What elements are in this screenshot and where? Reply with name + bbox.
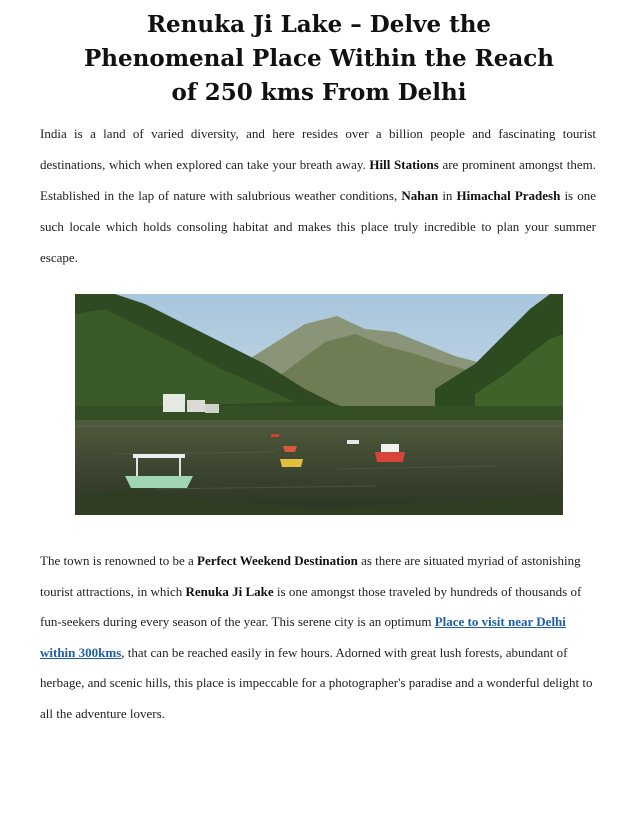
body-text-2: as there are situated myriad of astonishing tourist attractions, in which — [40, 553, 581, 599]
intro-text-2: are prominent amongst them. Established in the lap of nature with salubrious weather conditions, — [40, 157, 596, 203]
body-bold-weekend: Perfect Weekend Destination — [197, 553, 358, 568]
title-line-2: Phenomenal Place Within the Reach — [84, 45, 554, 72]
title-line-1: Renuka Ji Lake – Delve the — [146, 11, 492, 38]
intro-bold-nahan: Nahan — [401, 188, 439, 203]
title-line-3: of 250 kms From Delhi — [171, 79, 467, 106]
intro-text-4: is one such locale which holds consoling habitat and makes this place truly incredible to plan your summer escape. — [40, 188, 596, 265]
lake-photo — [75, 294, 563, 515]
delhi-places-link[interactable]: Place to visit near Delhi within 300kms — [40, 614, 566, 660]
intro-text-3: in — [438, 188, 457, 203]
body-paragraph — [40, 546, 596, 729]
body-text-1: The town is renowned to be a — [40, 553, 198, 568]
intro-paragraph — [40, 118, 596, 273]
intro-text-1: India is a land of varied diversity, and here resides over a billion people and fascinating tourist destinations, which when explored can take your breath away. — [40, 126, 596, 172]
body-bold-renuka: Renuka Ji Lake — [185, 583, 274, 599]
body-text-3: is one amongst those traveled by hundreds of thousands of fun-seekers during every season of the year. This serene city is an optimum — [40, 583, 582, 629]
intro-bold-himachal: Himachal Pradesh — [456, 188, 561, 203]
page-title — [60, 8, 578, 110]
intro-bold-hill-stations: Hill Stations — [369, 157, 439, 172]
body-text-4: , that can be reached easily in few hours. Adorned with great lush forests, abundant of herbage, and scenic hills, this place is impeccable for a photographer's paradise and a wonderful delight to all the adventure lovers. — [40, 644, 593, 721]
